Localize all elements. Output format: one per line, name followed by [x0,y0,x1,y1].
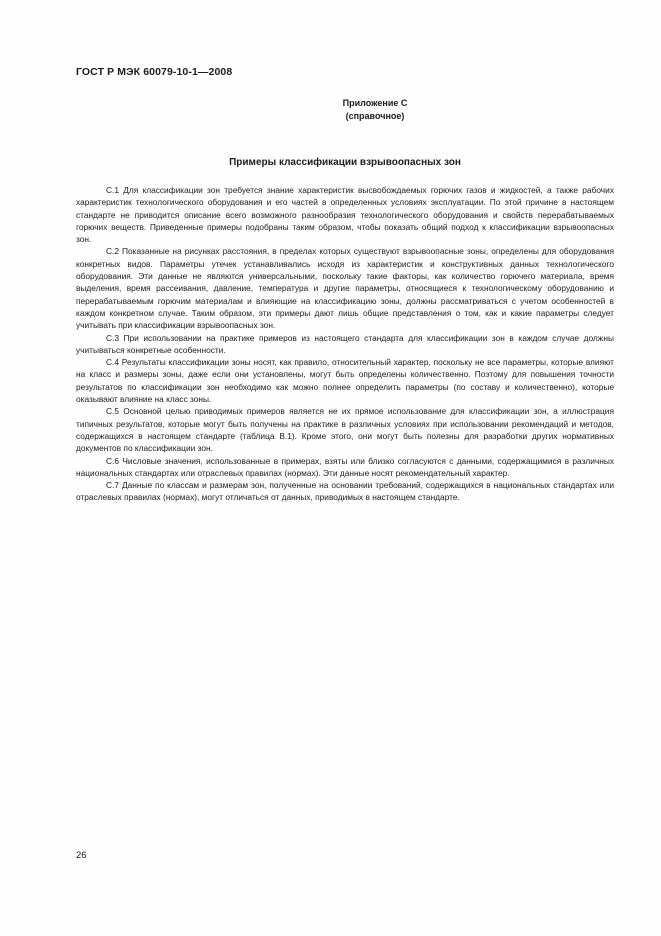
paragraph-c5: С.5 Основной целью приводимых примеров является не их прямое использование для классификации зон, а иллюстрация типичных результатов, которые могут быть получены на практике в различных условиях при использовании рекомендаций и методов, содержащихся в настоящем стандарте (таблица В.1). Кроме этого, они могут быть полезны для разработки других нормативных документов по классификации зон. [76,406,614,454]
appendix-title: Приложение С [342,98,408,108]
paragraph-c1: С.1 Для классификации зон требуется знание характеристик высвобождаемых горючих газов и жидкостей, а также рабочих характеристик технологического оборудования и его частей в определенных условиях эксплуатации. По этой причине в настоящем стандарте не приводится описание всего возможного разнообразия технологического оборудования и свойств перерабатываемых горючих веществ. Приведенные примеры подобраны таким образом, чтобы показать общий подход к классификации взрывоопасных зон. [76,185,614,245]
paragraph-c7: С.7 Данные по классам и размерам зон, полученные на основании требований, содержащихся в национальных стандартах или отраслевых правилах (нормах), могут отличаться от данных, приводимых в настоящем стандарте. [76,480,614,503]
body-text [76,184,614,504]
section-title: Примеры классификации взрывоопасных зон [229,157,461,168]
paragraph-c6: С.6 Числовые значения, использованные в примерах, взяты или близко согласуются с данными, содержащимися в различных национальных стандартах или отраслевых правилах (нормах). Эти данные носят рекомендательный характер. [76,455,614,478]
page-number: 26 [76,850,87,861]
appendix-note: (справочное) [345,111,405,121]
paragraph-c3: С.3 При использовании на практике примеров из настоящего стандарта для классификации зон в каждом случае должны учитываться конкретные особенности. [76,332,614,355]
document-header: ГОСТ Р МЭК 60079-10-1—2008 [76,66,233,78]
paragraph-c2: С.2 Показанные на рисунках расстояния, в пределах которых существуют взрывоопасные зоны, определены для оборудования конкретных видов. Параметры утечек устанавливались исходя из характеристик и конструктивных данных технологического оборудования. Эти данные не являются универсальными, поскольку такие факторы, как количество горючего материала, время выделения, время рассеивания, давление, температура и другие параметры, относящиеся к технологическому оборудованию и перерабатываемым горючим материалам и влияющие на классификацию зоны, должны рассматриваться с учетом особенностей в каждом конкретном случае. Таким образом, эти примеры дают лишь общие представления о том, как и какие параметры следует учитывать при классификации взрывоопасных зон. [76,246,614,331]
paragraph-c4: С.4 Результаты классификации зоны носят, как правило, относительный характер, поскольку не все параметры, которые влияют на класс и размеры зоны, даже если они установлены, могут быть определены количественно. Поэтому для повышения точности результатов по классификации зон необходимо как можно полнее определить параметры (по составу и количественно), которые оказывают влияние на класс зоны. [76,357,614,405]
